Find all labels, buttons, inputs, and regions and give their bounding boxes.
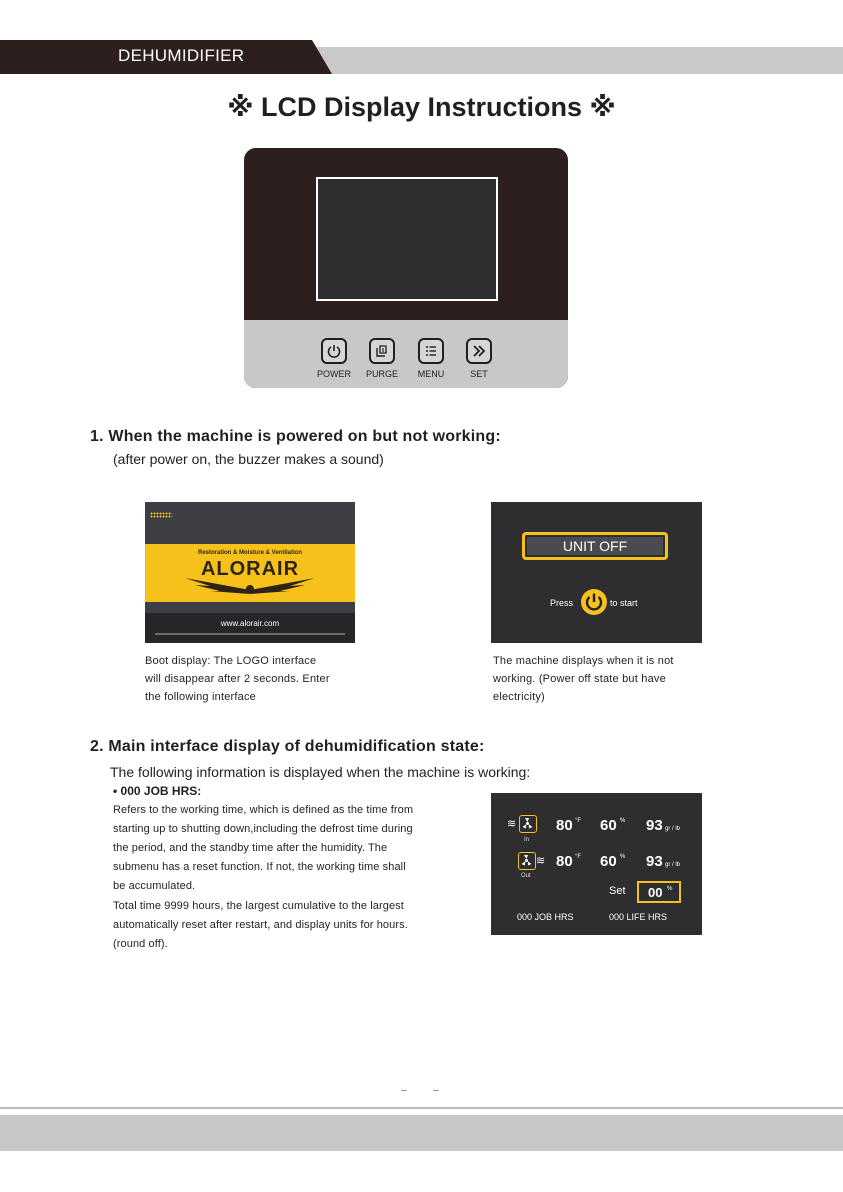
main-interface-screen [491,793,702,935]
page-number-mark: – [433,1085,439,1096]
set-humidity-unit: % [667,886,673,892]
menu-button[interactable] [418,338,444,364]
paragraph-line: automatically reset after restart, and display units for hours. [113,919,408,931]
airflow-waves-icon: ≋ [536,855,546,867]
logo-band [145,544,355,602]
status-dots [150,512,172,518]
paragraph-line: Total time 9999 hours, the largest cumulative to the largest [113,900,404,912]
unit-off-frame [522,532,668,560]
brand-url: www.alorair.com [220,619,280,628]
paragraph-line: starting up to shutting down,including the defrost time during [113,823,413,835]
paragraph-line: submenu has a reset function. If not, the working time shall [113,861,406,873]
power-icon [326,343,342,359]
paragraph-line: the period, and the standby time after the humidity. The [113,842,388,854]
out-temp: 80 [556,853,573,870]
in-temp-unit: °F [575,818,582,824]
job-hrs-readout: 000 JOB HRS [517,912,574,922]
in-gpp-unit: gr / lb [665,826,681,832]
header-section-label: DEHUMIDIFIER [118,46,245,65]
boot-caption-line: the following interface [145,691,256,703]
device-lcd [316,177,498,301]
job-hrs-bullet [113,784,201,798]
unit-off-caption-line: working. (Power off state but have [493,673,666,685]
power-icon [581,589,607,615]
unit-off-screen [491,502,702,643]
unit-off-caption-line: electricity) [493,691,545,703]
out-rh-unit: % [620,854,626,860]
press-text: Press [550,598,574,608]
menu-icon [423,343,439,359]
paragraph-line: be accumulated. [113,880,196,892]
device-panel [244,148,568,388]
paragraph-line: Refers to the working time, which is defined as the time from [113,804,414,816]
in-temp: 80 [556,817,573,834]
in-gpp: 93 [646,817,663,834]
section2-heading: 2. Main interface display of dehumidification state: [90,738,485,755]
boot-screen [145,502,355,643]
brand-tagline: Restoration & Moisture & Ventilation [197,550,302,556]
out-gpp-unit: gr / lb [665,862,681,868]
airflow-waves-icon: ≋ [507,818,517,830]
boot-caption [145,652,330,706]
page-title: ※ LCD Display Instructions ※ [227,92,616,122]
in-rh: 60 [600,817,617,834]
power-button[interactable] [321,338,347,364]
purge-icon [374,343,390,359]
in-label: In [524,837,530,843]
boot-caption-line: Boot display: The LOGO interface [145,655,317,667]
job-hrs-description [113,801,413,896]
progress-line [155,633,345,635]
set-button[interactable] [466,338,492,364]
unit-off-caption-line: The machine displays when it is not [493,655,674,667]
footer-bar [0,1115,843,1151]
boot-footer [145,613,355,643]
bullet-text: 000 JOB HRS: [120,784,202,798]
footer-rule [0,1107,843,1109]
brand-name: ALORAIR [200,558,300,580]
power-label: POWER [316,369,351,379]
section1-subtext: (after power on, the buzzer makes a sound) [113,451,384,467]
job-hrs-total-note [113,897,408,954]
out-rh: 60 [600,853,617,870]
boot-caption-line: will disappear after 2 seconds. Enter [145,673,330,685]
unit-off-label: UNIT OFF [527,537,663,555]
out-label: Out [521,873,531,879]
section2-intro: The following information is displayed when the machine is working: [110,764,531,780]
purge-button[interactable] [369,338,395,364]
life-hrs-readout: 000 LIFE HRS [609,912,668,922]
double-chevron-icon [471,343,487,359]
purge-label: PURGE [365,369,398,379]
set-label: SET [470,369,488,379]
fan-in-icon [519,815,537,833]
set-humidity-label: Set [609,885,626,897]
fan-out-icon [518,852,536,870]
paragraph-line: (round off). [113,938,168,950]
in-rh-unit: % [620,818,626,824]
out-gpp: 93 [646,853,663,870]
to-start-text: to start [610,598,638,608]
page-number-mark: – [401,1085,407,1096]
bullet-dot: • [113,784,121,798]
set-humidity-value: 00 [648,885,663,900]
set-humidity-field[interactable] [637,881,681,903]
section1-heading: 1. When the machine is powered on but not working: [90,428,501,445]
out-temp-unit: °F [575,854,582,860]
unit-off-caption [493,652,674,706]
menu-label: MENU [417,369,445,379]
power-badge[interactable] [581,589,607,615]
